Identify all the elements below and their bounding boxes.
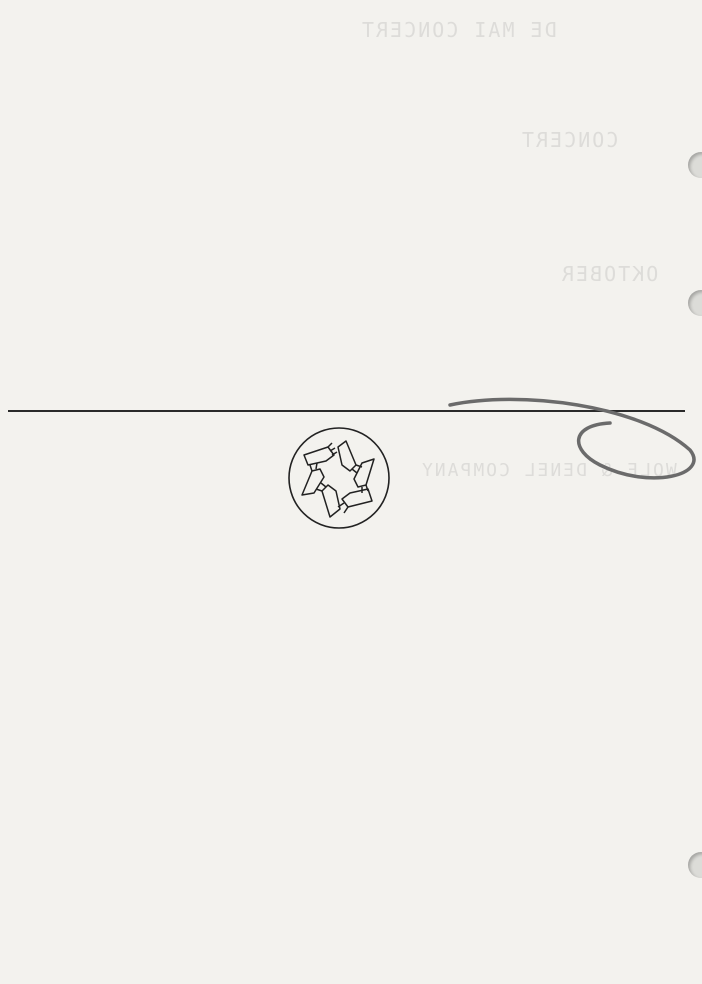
punch-hole	[688, 290, 702, 316]
divider-line	[8, 410, 685, 412]
punch-hole	[688, 152, 702, 178]
punch-hole	[688, 852, 702, 878]
bleed-through-text-1: DE MAI CONCERT	[360, 18, 557, 42]
bleed-through-text-3: OKTOBER	[560, 262, 659, 286]
bleed-through-text-2: CONCERT	[520, 128, 619, 152]
linked-hands-icon	[286, 425, 392, 531]
bleed-through-text-4: WOLF & DENEL COMPANY	[420, 460, 677, 481]
